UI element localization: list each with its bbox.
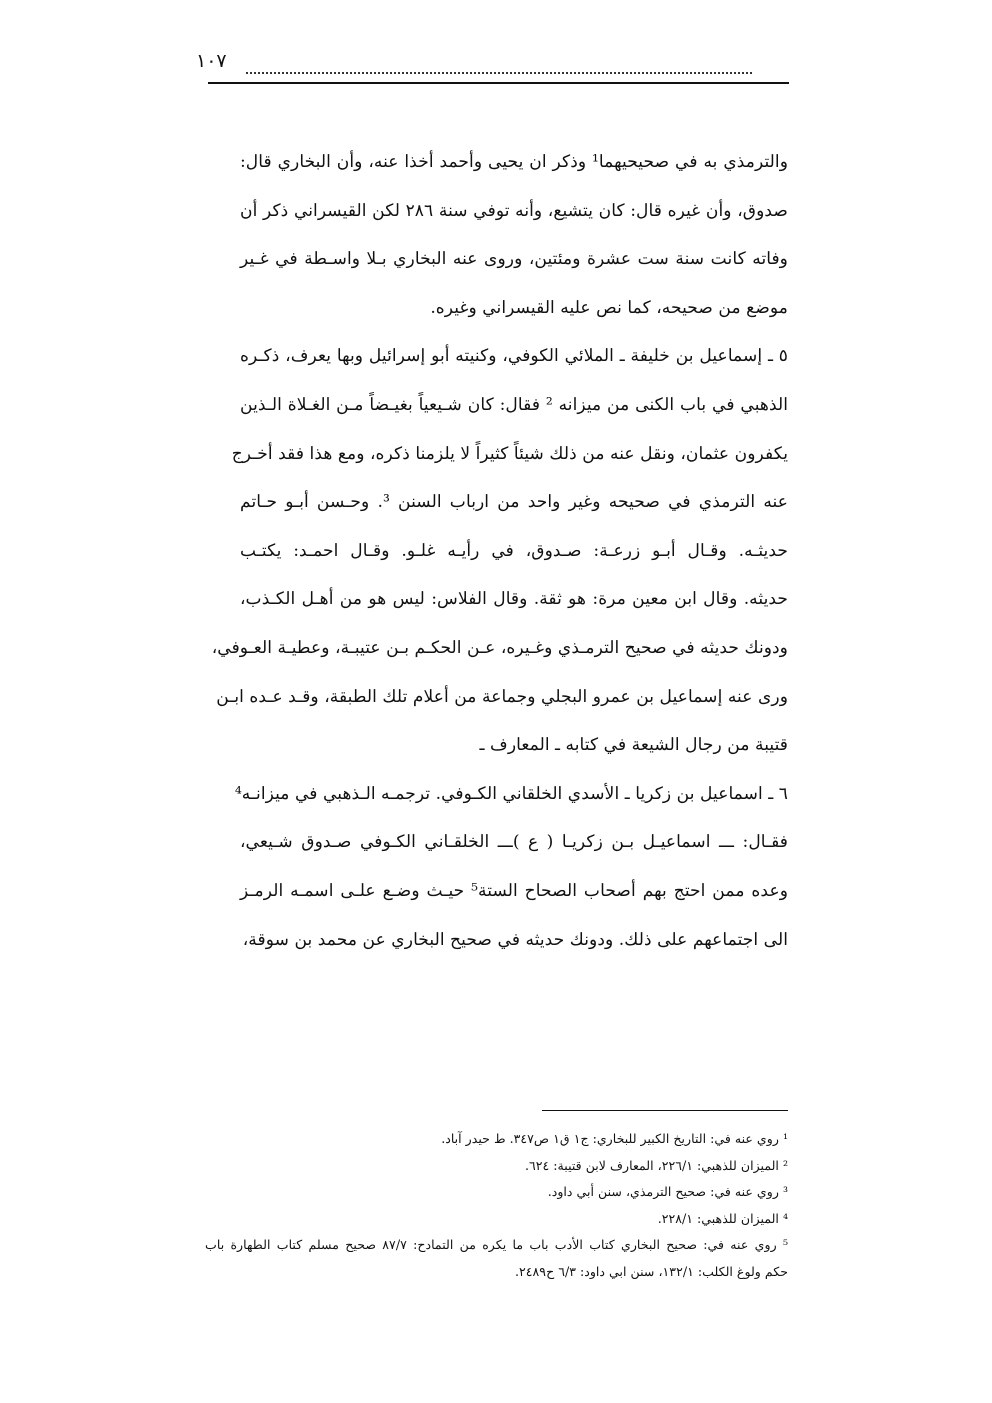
body-line: حديثه. وقال ابن معين مرة: هو ثقة. وقال الفلاس: ليس هو من أهـل الكـذب، [240,589,788,610]
body-line: ٦ ـ اسماعيل بن زكريا ـ الأسدي الخلقاني الكـوفي. ترجمـه الـذهبي في ميزانـه⁴ [234,783,788,804]
footnote-5-continued: حكم ولوغ الكلب: ١٣٢/١، سنن ابي داود: ٦/٣ ح٢٤٨٩. [514,1263,788,1279]
page-number: ١٠٧ [196,50,227,72]
body-line: حديثـه. وقـال أبـو زرعـة: صـدوق، في رأيـه غلـو. وقـال احمـد: يكتـب [240,540,788,561]
body-line: موضع من صحيحه، كما نص عليه القيسراني وغيره. [430,297,788,318]
footnote-2: ² الميزان للذهبي: ٢٢٦/١، المعارف لابن قتيبة: ٦٢٤. [524,1157,788,1173]
footnote-separator [542,1110,788,1111]
header-dotted-leader [246,58,752,74]
body-line: فقـال: ـــ اسماعيـل بـن زكريـا ( ع )ـــ الخلقـاني الكـوفي صـدوق شـيعي، [240,832,788,853]
body-line: الذهبي في باب الكنى من ميزانه ² فقال: كان شـيعياً بغيـضاً مـن الغـلاة الـذين [240,394,788,415]
footnote-4: ⁴ الميزان للذهبي: ٢٢٨/١. [657,1210,788,1226]
body-line: ٥ ـ إسماعيل بن خليفة ـ الملائي الكوفي، وكنيته أبو إسرائيل وبها يعرف، ذكـره [240,346,788,367]
footnotes [205,1126,788,1285]
body-line: ودونك حديثه في صحيح الترمـذي وغـيره، عـن الحكـم بـن عتيبـة، وعطيـة العـوفي، [211,637,788,658]
footnote-5: ⁵ روي عنه في: صحيح البخاري كتاب الأدب باب ما يكره من التمادح: ٨٧/٧ صحيح مسلم كتاب الطهارة باب [205,1237,788,1252]
body-line: وعده ممن احتج بهم أصحاب الصحاح الستة⁵ حيـث وضـع علـى اسمـه الرمـز [240,880,788,901]
footnote-3: ³ روي عنه في: صحيح الترمذي، سنن أبي داود. [547,1184,788,1199]
footnote-1: ¹ روي عنه في: التاريخ الكبير للبخاري: ج١ ق١ ص٣٤٧. ط حيدر آباد. [441,1131,788,1146]
body-line: قتيبة من رجال الشيعة في كتابه ـ المعارف ـ [479,735,788,756]
header-rule [208,82,789,84]
body-line: والترمذي به في صحيحيهما¹ وذكر ان يحيى وأحمد أخذا عنه، وأن البخاري قال: [240,152,788,172]
body-line: يكفرون عثمان، ونقل عنه من ذلك شيئاً كثيراً لا يلزمنا ذكره، ومع هذا فقد أخـرج [231,443,788,464]
body-line: وفاته كانت سنة ست عشرة ومئتين، وروى عنه البخاري بـلا واسـطة في غـير [240,249,788,270]
body-text [211,138,788,964]
body-line: عنه الترمذي في صحيحه وغير واحد من ارباب السنن ³. وحـسن أبـو حـاتم [240,492,788,513]
body-line: الى اجتماعهم على ذلك. ودونك حديثه في صحيح البخاري عن محمد بن سوقة، [242,929,788,950]
body-line: صدوق، وأن غيره قال: كان يتشيع، وأنه توفي سنة ٢٨٦ لكن القيسراني ذكر أن [240,200,788,221]
body-line: ورى عنه إسماعيل بن عمرو البجلي وجماعة من أعلام تلك الطبقة، وقـد عـده ابـن [216,686,788,707]
